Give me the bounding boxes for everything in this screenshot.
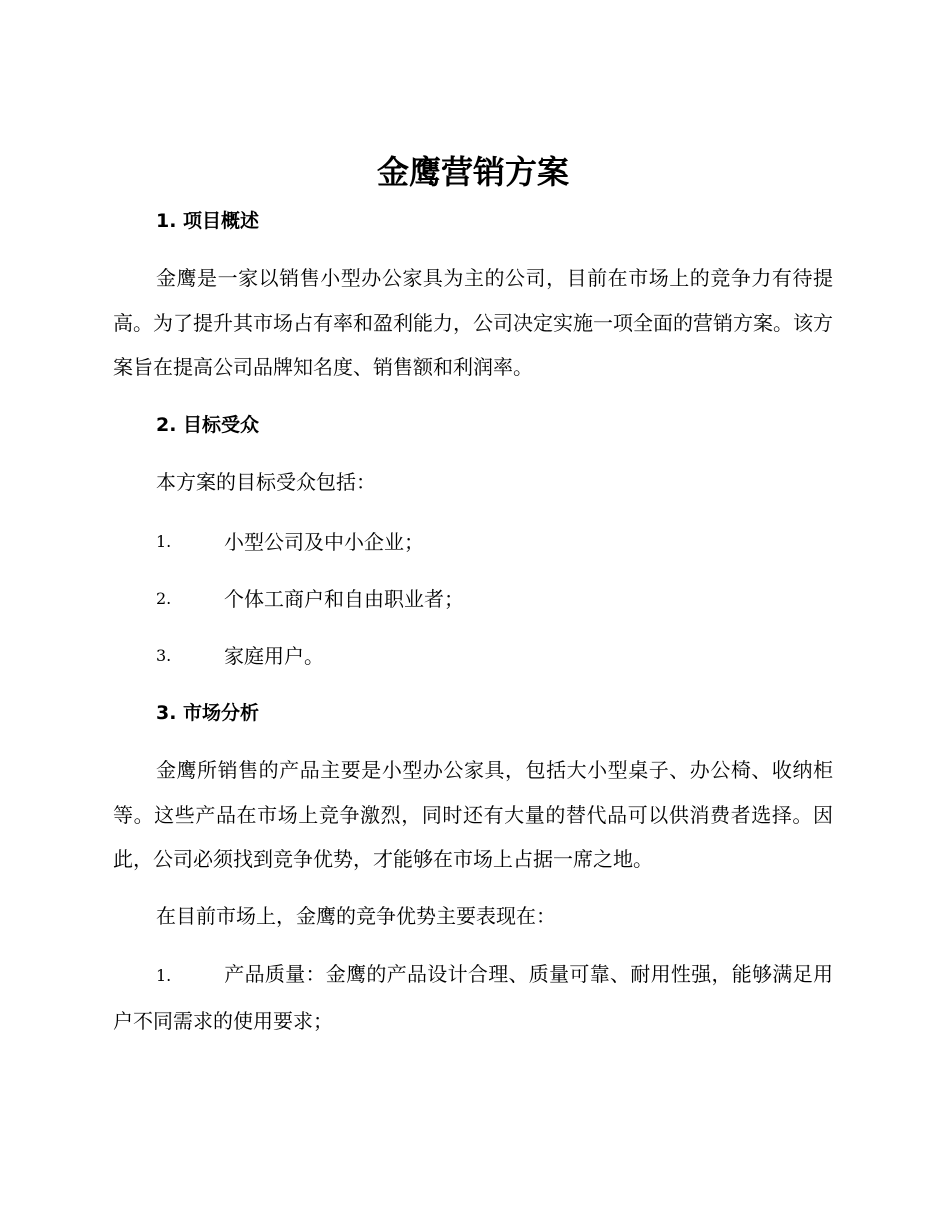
list-item-text: 个体工商户和自由职业者； xyxy=(224,587,464,611)
list-item xyxy=(156,529,833,555)
list-item-number: 3. xyxy=(156,646,172,665)
list-item-text: 小型公司及中小企业； xyxy=(224,530,424,554)
list-item-number: 1. xyxy=(156,532,172,551)
section-heading-market: 3. 市场分析 xyxy=(156,702,260,724)
list-item-text: 家庭用户。 xyxy=(224,644,324,668)
market-paragraph: 金鹰所销售的产品主要是小型办公家具，包括大小型桌子、办公椅、收纳柜等。这些产品在市场上竞争激烈，同时还有大量的替代品可以供消费者选择。因此，公司必须找到竞争优势，才能够在市场上占据一席之地。 xyxy=(113,758,833,871)
list-item xyxy=(156,643,833,669)
market-intro: 在目前市场上，金鹰的竞争优势主要表现在： xyxy=(156,904,556,928)
section-heading-audience: 2. 目标受众 xyxy=(156,414,260,436)
overview-paragraph: 金鹰是一家以销售小型办公家具为主的公司，目前在市场上的竞争力有待提高。为了提升其市场占有率和盈利能力，公司决定实施一项全面的营销方案。该方案旨在提高公司品牌知名度、销售额和利润率。 xyxy=(113,266,833,379)
list-item xyxy=(156,586,833,612)
audience-intro: 本方案的目标受众包括： xyxy=(156,470,376,494)
list-item-number: 2. xyxy=(156,589,172,608)
section-heading-overview: 1. 项目概述 xyxy=(156,210,260,232)
list-item xyxy=(113,952,833,1043)
list-item-number: 1. xyxy=(156,966,172,985)
list-item-text: 产品质量：金鹰的产品设计合理、质量可靠、耐用性强，能够满足用户不同需求的使用要求； xyxy=(113,962,833,1033)
document-title: 金鹰营销方案 xyxy=(376,153,569,191)
